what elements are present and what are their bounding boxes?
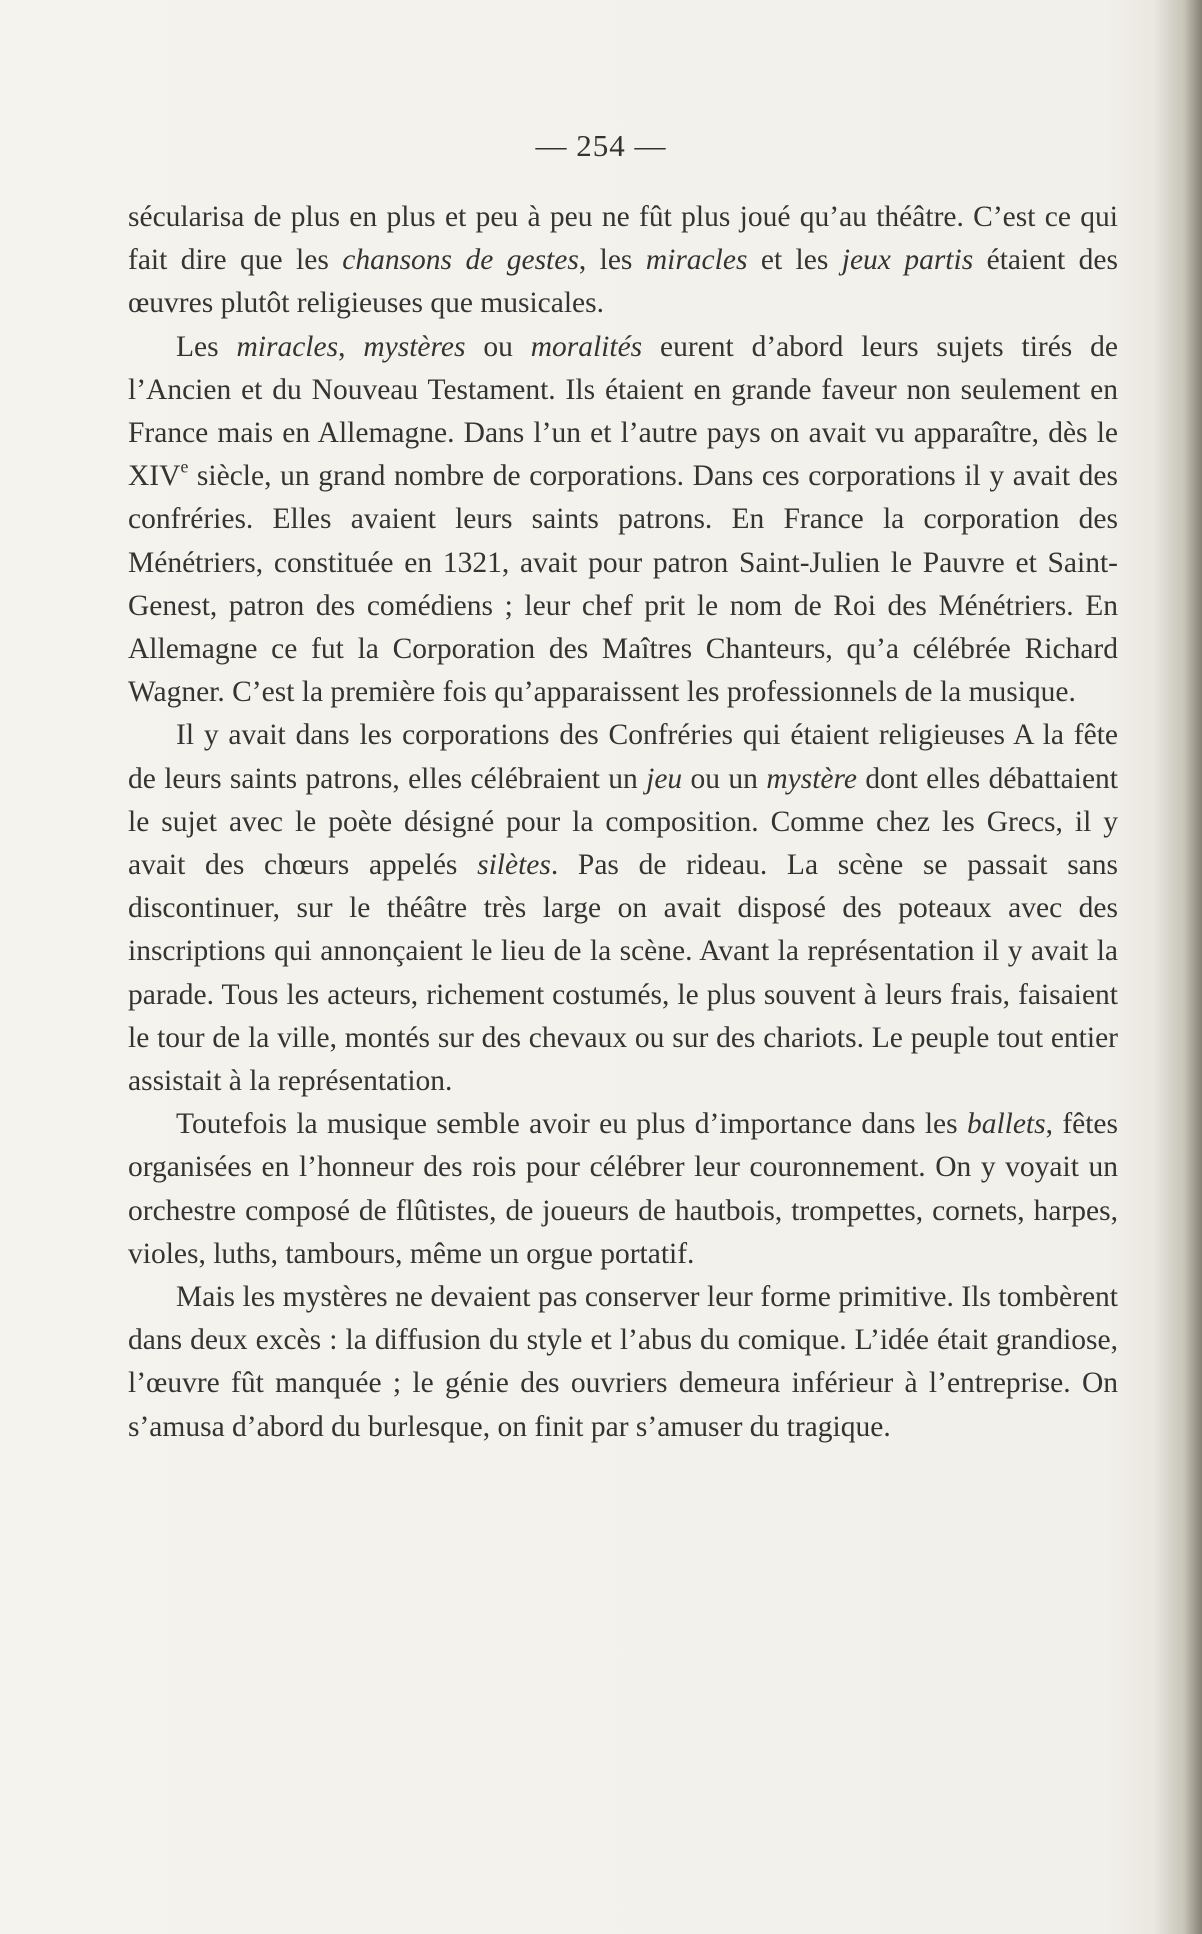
text-run: . Pas de rideau. La scène se passait sans discontinuer, sur le théâtre très large on avait disposé des poteaux avec des inscriptions qui annonçaient le lieu de la scène. Avant la représentation il y avait la parade. Tous les acteurs, richement costumés, le plus souvent à leurs frais, faisaient le tour de la ville, montés sur des chevaux ou sur des chariots. Le peuple tout entier assistait à la représentation. [128,849,1119,1098]
italic-text: ballets [966,1108,1046,1141]
body-text [128,196,1118,1449]
paragraph [128,326,1118,715]
paragraph [128,1276,1118,1449]
italic-text: chansons de gestes [342,244,579,277]
text-run: Les [176,330,237,363]
text-run: sécularisa de plus en plus et peu à peu ne fût plus joué qu’au théâtre. C’est ce qui fait dire que les [128,201,1118,277]
text-run: , les [578,244,646,277]
text-run: siècle, un grand nombre de corporations. Dans ces corporations il y avait des confréries. Elles avaient leurs saints patrons. En France la corporation des Ménétriers, constituée en 1321, avait pour patron Saint-Julien le Pauvre et Saint-Genest, patron des comédiens ; leur chef prit le nom de Roi des Ménétriers. En Allemagne ce fut la Corporation des Maîtres Chanteurs, qu’a célébrée Richard Wagner. C’est la première fois qu’apparaissent les professionnels de la musique. [128,460,1118,709]
paragraph [128,714,1118,1103]
superscript-text: e [180,456,189,477]
paragraph [128,1103,1118,1276]
text-run: , [338,330,364,363]
text-run: ou un [682,762,767,795]
italic-text: jeu [646,762,683,795]
italic-text: mystères [363,330,466,363]
italic-text: miracles [645,244,748,277]
text-run: Mais les mystères ne devaient pas conserver leur forme primitive. Ils tombèrent dans deux excès : la diffusion du style et l’abus du comique. L’idée était grandiose, l’œuvre fût manquée ; le génie des ouvriers demeura inférieur à l’entreprise. On s’amusa d’abord du burlesque, on finit par s’amuser du tragique. [128,1281,1118,1443]
italic-text: silètes [477,849,551,882]
paragraph [128,196,1118,326]
italic-text: moralités [530,330,643,363]
text-run: et les [747,244,842,277]
italic-text: mystère [766,762,857,795]
text-run: , fêtes organisées en l’honneur des rois pour célébrer leur couronnement. On y voyait un orchestre composé de flûtistes, de joueurs de hautbois, trompettes, cornets, harpes, violes, luths, tambours, même un orgue portatif. [128,1108,1119,1270]
text-run: ou [465,330,531,363]
italic-text: miracles [236,330,339,363]
text-run: Toutefois la musique semble avoir eu plus d’importance dans les [176,1108,967,1141]
page-edge-shadow [1184,0,1202,1934]
text-run: étaient des œuvres plutôt religieuses que musicales. [128,244,1118,320]
text-run: dont elles débattaient le sujet avec le poète désigné pour la composition. Comme chez les Grecs, il y avait des chœurs appelés [128,762,1118,882]
italic-text: jeux partis [841,244,974,277]
page-number: — 254 — [535,128,667,163]
text-run: eurent d’abord leurs sujets tirés de l’Ancien et du Nouveau Testament. Ils étaient en grande faveur non seulement en France mais en Allemagne. Dans l’un et l’autre pays on avait vu apparaître, dès le XIV [128,330,1119,493]
text-run: Il y avait dans les corporations des Confréries qui étaient religieuses A la fête de leurs saints patrons, elles célébraient un [128,719,1118,795]
